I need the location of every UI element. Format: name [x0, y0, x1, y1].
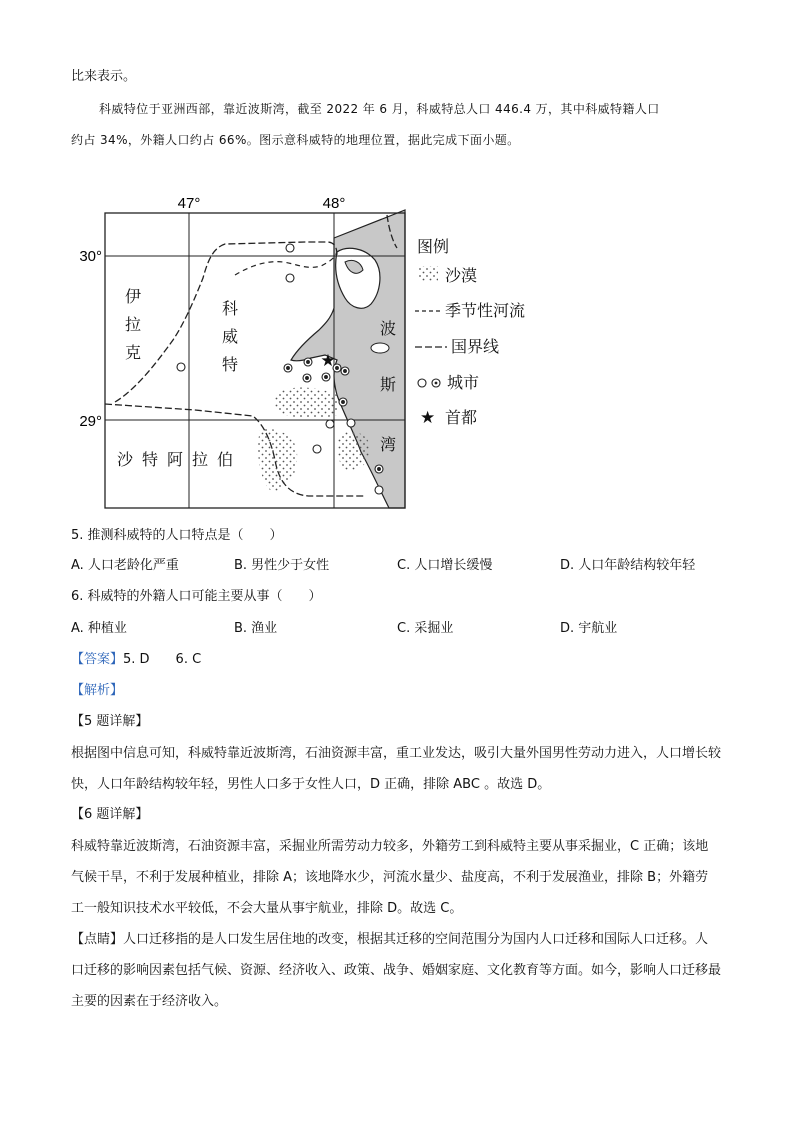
detail6-tag: 【6 题详解】 [71, 807, 149, 822]
legend-border: 国界线 [451, 337, 500, 356]
q5-option-d: D. 人口年龄结构较年轻 [560, 558, 696, 573]
legend-capital: 首都 [445, 408, 478, 427]
desert-area [275, 388, 337, 419]
label-gulf-2: 斯 [380, 375, 397, 394]
label-saudi-2: 特 [142, 450, 159, 469]
answer-text: 5. D 6. C [123, 652, 202, 667]
q6-option-a: A. 种植业 [71, 621, 127, 636]
analysis-tag: 【解析】 [71, 683, 124, 698]
legend-city: 城市 [447, 373, 480, 392]
kuwait-location-map [75, 190, 555, 515]
desert-area [258, 429, 297, 491]
label-gulf-1: 波 [380, 319, 397, 338]
lon-label-48: 48° [322, 195, 346, 212]
label-saudi-3: 阿 [167, 450, 184, 469]
label-saudi-4: 拉 [192, 450, 209, 469]
intro-line-2: 约占 34%，外籍人口约占 66%。图示意科威特的地理位置，据此完成下面小题。 [71, 133, 520, 147]
q5-option-a: A. 人口老龄化严重 [71, 558, 179, 573]
q6-option-d: D. 宇航业 [560, 621, 618, 636]
capital-star-icon: ★ [320, 351, 336, 371]
detail5-tag: 【5 题详解】 [71, 714, 149, 729]
lon-label-47: 47° [177, 195, 201, 212]
detail5-text: 根据图中信息可知，科威特靠近波斯湾，石油资源丰富，重工业发达，吸引大量外国男性劳动力进入，人口增长较快，人口年龄结构较年轻，男性人口多于女性人口，D 正确，排除 ABC 。故选 D。 [71, 746, 722, 792]
map-legend [415, 237, 525, 428]
lat-label-29: 29° [79, 413, 102, 430]
label-kuwait-3: 特 [222, 355, 239, 374]
desert-area [337, 432, 370, 471]
q5-option-b: B. 男性少于女性 [234, 558, 330, 573]
legend-desert-icon [418, 266, 438, 282]
legend-river: 季节性河流 [445, 301, 526, 320]
answer-line [71, 651, 201, 669]
label-gulf-3: 湾 [380, 435, 397, 454]
label-saudi-5: 伯 [217, 450, 234, 469]
tip-block [71, 924, 721, 1017]
top-line: 比来表示。 [71, 69, 137, 84]
label-iraq-1: 伊 [125, 287, 142, 306]
detail6-text: 科威特靠近波斯湾，石油资源丰富，采掘业所需劳动力较多，外籍劳工到科威特主要从事采掘业，C 正确；该地气候干旱，不利于发展种植业，排除 A；该地降水少，河流水量少、盐度高，不利于发展渔业，排除 B；外籍劳工一般知识技术水平较低，不会大量从事宇航业，排除 D。故选 C。 [71, 839, 709, 916]
label-iraq-3: 克 [125, 343, 142, 362]
answer-tag: 【答案】 [71, 652, 124, 667]
q6-option-b: B. 渔业 [234, 621, 278, 636]
tip-tag: 【点睛】 [71, 932, 124, 947]
tip-text: 人口迁移指的是人口发生居住地的改变，根据其迁移的空间范围分为国内人口迁移和国际人口迁移。人口迁移的影响因素包括气候、资源、经济收入、政策、战争、婚姻家庭、文化教育等方面。如今，影响人口迁移最主要的因素在于经济收入。 [71, 932, 722, 1009]
legend-capital-icon: ★ [420, 408, 436, 428]
label-saudi-1: 沙 [117, 450, 134, 469]
q5-stem: 5. 推测科威特的人口特点是（ ） [71, 528, 283, 543]
legend-desert: 沙漠 [445, 266, 478, 285]
q6-option-c: C. 采掘业 [397, 621, 454, 636]
q6-stem: 6. 科威特的外籍人口可能主要从事（ ） [71, 589, 322, 604]
label-kuwait-1: 科 [222, 299, 239, 318]
q5-option-c: C. 人口增长缓慢 [397, 558, 493, 573]
label-iraq-2: 拉 [125, 315, 142, 334]
legend-title: 图例 [417, 237, 450, 256]
seasonal-river [235, 252, 337, 275]
lat-label-30: 30° [79, 248, 102, 265]
legend-city-icon [418, 379, 426, 387]
label-kuwait-2: 威 [222, 327, 239, 346]
intro-line-1: 科威特位于亚洲西部，靠近波斯湾，截至 2022 年 6 月，科威特总人口 446.4 万，其中科威特籍人口 [99, 102, 660, 116]
